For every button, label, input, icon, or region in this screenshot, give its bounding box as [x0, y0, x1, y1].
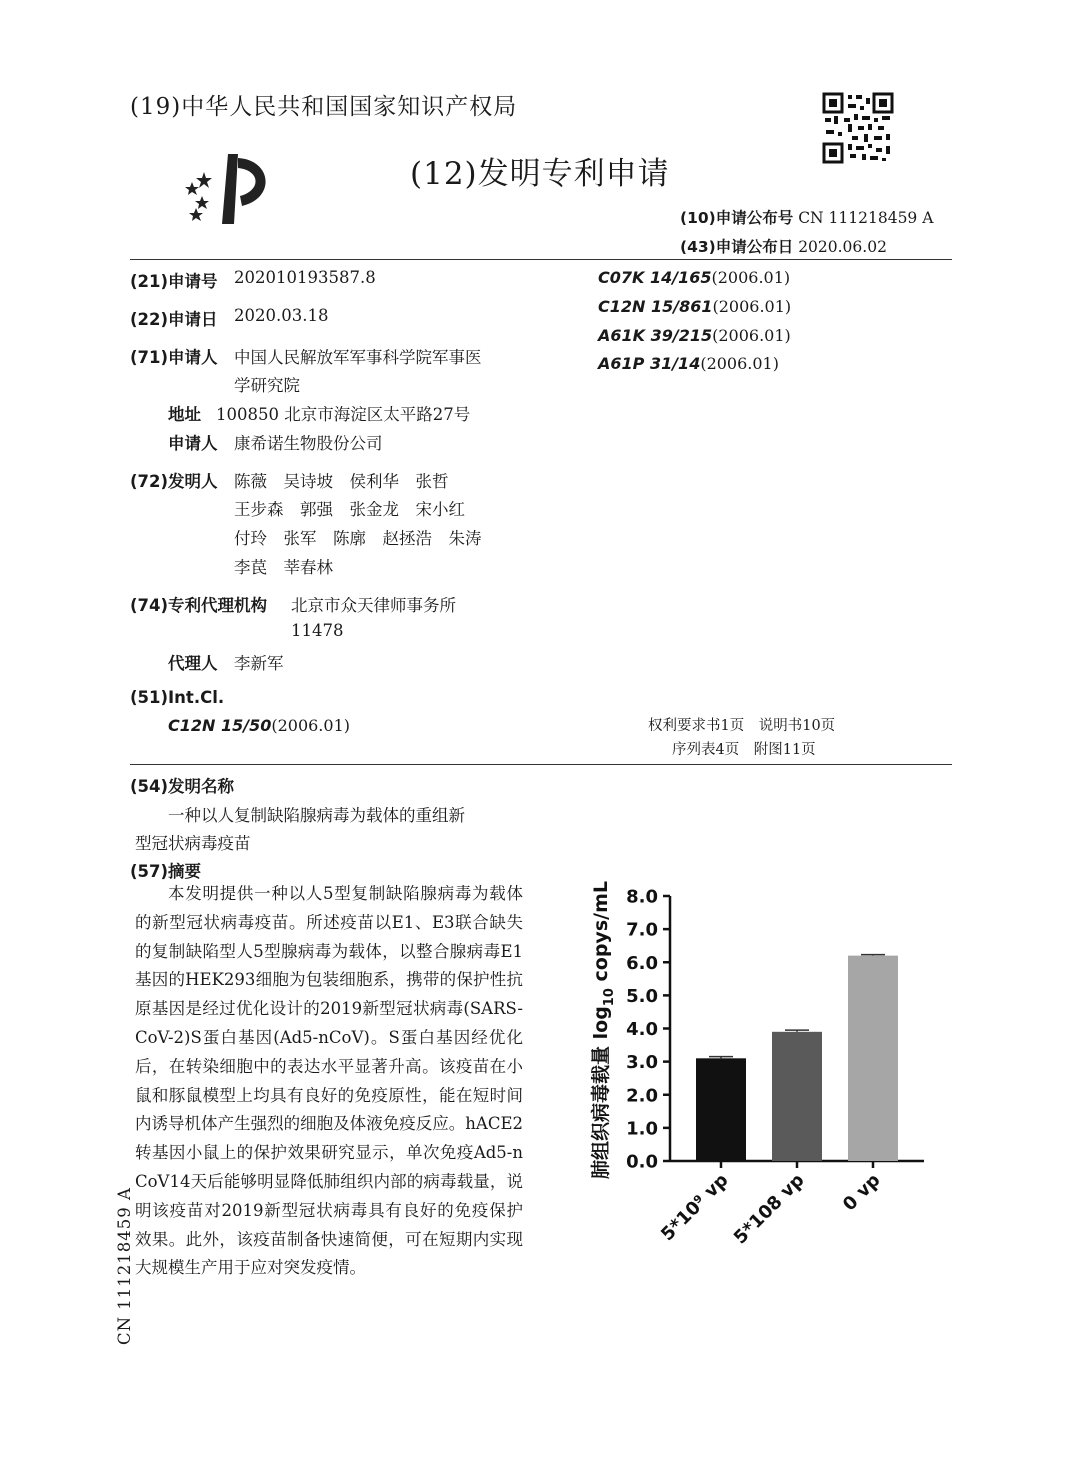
agency-code: 11478 [291, 621, 344, 640]
y-tick-label: 5.0 [626, 985, 658, 1007]
page-counts-line-1: 权利要求书1页 说明书10页 [648, 718, 836, 734]
application-number-label: (21)申请号 [130, 272, 218, 291]
bar-chart [560, 850, 960, 1250]
intcl-main-code: C12N 15/50 [168, 716, 272, 735]
classification-item [598, 268, 790, 287]
classification-code: C07K 14/165 [598, 268, 712, 287]
application-date-label: (22)申请日 [130, 310, 218, 329]
publication-number-row [680, 206, 933, 228]
intcl-label: (51)Int.Cl. [130, 688, 225, 707]
applicant-line-1: 中国人民解放军军事科学院军事医 [234, 348, 482, 367]
classification-code: C12N 15/861 [598, 297, 713, 316]
office-name: (19)中华人民共和国国家知识产权局 [130, 94, 518, 120]
title-line-2: 型冠状病毒疫苗 [135, 834, 251, 853]
intcl-main-version: (2006.01) [271, 716, 350, 735]
y-tick-label: 4.0 [626, 1019, 658, 1040]
y-tick-label: 7.0 [626, 919, 658, 941]
applicant-line-2: 学研究院 [234, 376, 300, 395]
side-publication-number: CN 111218459 A [115, 1187, 134, 1345]
title-label: (54)发明名称 [130, 777, 235, 796]
abstract-body [135, 880, 523, 1283]
classification-code: A61K 39/215 [598, 326, 713, 345]
biblio-divider [130, 764, 952, 765]
publication-number: CN 111218459 A [798, 209, 934, 227]
classification-version: (2006.01) [712, 297, 792, 316]
inventor-line: 王步森 郭强 张金龙 宋小红 [234, 500, 465, 519]
publication-date-row [680, 235, 887, 257]
publication-number-label: (10)申请公布号 [680, 209, 794, 227]
inventor-line: 付玲 张军 陈廓 赵拯浩 朱涛 [234, 529, 482, 548]
applicant2-label: 申请人 [168, 434, 218, 453]
bar [848, 956, 898, 1161]
x-tick-label: 5*10⁹ vp [657, 1169, 733, 1246]
y-tick-label: 0.0 [626, 1151, 658, 1173]
classification-item [598, 326, 791, 345]
classification-code: A61P 31/14 [598, 354, 701, 373]
y-tick-label: 2.0 [626, 1085, 658, 1107]
classification-version: (2006.01) [711, 268, 791, 287]
agent-label: 代理人 [168, 654, 218, 673]
inventor-line: 陈薇 吴诗坡 侯利华 张哲 [234, 472, 449, 491]
page-counts-line-2: 序列表4页 附图11页 [672, 742, 816, 758]
agency: 北京市众天律师事务所 [291, 596, 456, 615]
agency-label: (74)专利代理机构 [130, 596, 268, 615]
title-line-1: 一种以人复制缺陷腺病毒为载体的重组新 [168, 806, 465, 825]
classification-item [598, 297, 791, 316]
intcl-main [168, 716, 350, 735]
inventor-line: 李苠 莘春林 [234, 558, 333, 577]
inventor-label: (72)发明人 [130, 472, 218, 491]
abstract-text: 本发明提供一种以人5型复制缺陷腺病毒为载体的新型冠状病毒疫苗。所述疫苗以E1、E3联合缺失的复制缺陷型人5型腺病毒为载体，以整合腺病毒E1基因的HEK293细胞为包装细胞系，携带的保护性抗原基因是经过优化设计的2019新型冠状病毒(SARS-CoV-2)S蛋白基因(Ad5-nCoV)。S蛋白基因经优化后，在转染细胞中的表达水平显著升高。该疫苗在小鼠和豚鼠模型上均具有良好的免疫原性，能在短时间内诱导机体产生强烈的细胞及体液免疫反应。hACE2转基因小鼠上的保护效果研究显示，单次免疫Ad5-nCoV14天后能够明显降低肺组织内部的病毒载量，说明该疫苗对2019新型冠状病毒具有良好的免疫保护效果。此外，该疫苗制备快速简便，可在短期内实现大规模生产用于应对突发疫情。 [135, 884, 523, 1278]
y-tick-label: 6.0 [626, 952, 658, 974]
applicant-label: (71)申请人 [130, 348, 218, 367]
qr-code-icon [822, 92, 894, 164]
abstract-label: (57)摘要 [130, 862, 202, 881]
applicant2: 康希诺生物股份公司 [234, 434, 383, 453]
publication-date: 2020.06.02 [798, 238, 887, 256]
header-divider [130, 259, 952, 260]
y-tick-label: 3.0 [626, 1052, 658, 1074]
address: 100850 北京市海淀区太平路27号 [216, 405, 471, 424]
bar [696, 1058, 746, 1161]
cnipa-logo-icon [180, 150, 280, 230]
application-number: 202010193587.8 [234, 268, 376, 287]
bar [772, 1032, 822, 1161]
y-tick-label: 1.0 [626, 1118, 658, 1140]
x-tick-label: 5*108 vp [729, 1169, 809, 1249]
classification-version: (2006.01) [700, 354, 779, 373]
classification-item [598, 354, 779, 373]
application-date: 2020.03.18 [234, 306, 329, 325]
address-label: 地址 [168, 405, 201, 424]
publication-date-label: (43)申请公布日 [680, 238, 794, 256]
x-tick-label: 0 vp [838, 1169, 885, 1216]
agent: 李新军 [234, 654, 284, 673]
y-axis-label: 肺组织病毒载量 $\log_{10}$ copys/mL [590, 881, 617, 1179]
y-tick-label: 8.0 [626, 886, 658, 908]
document-type: (12)发明专利申请 [410, 156, 670, 192]
classification-version: (2006.01) [712, 326, 791, 345]
